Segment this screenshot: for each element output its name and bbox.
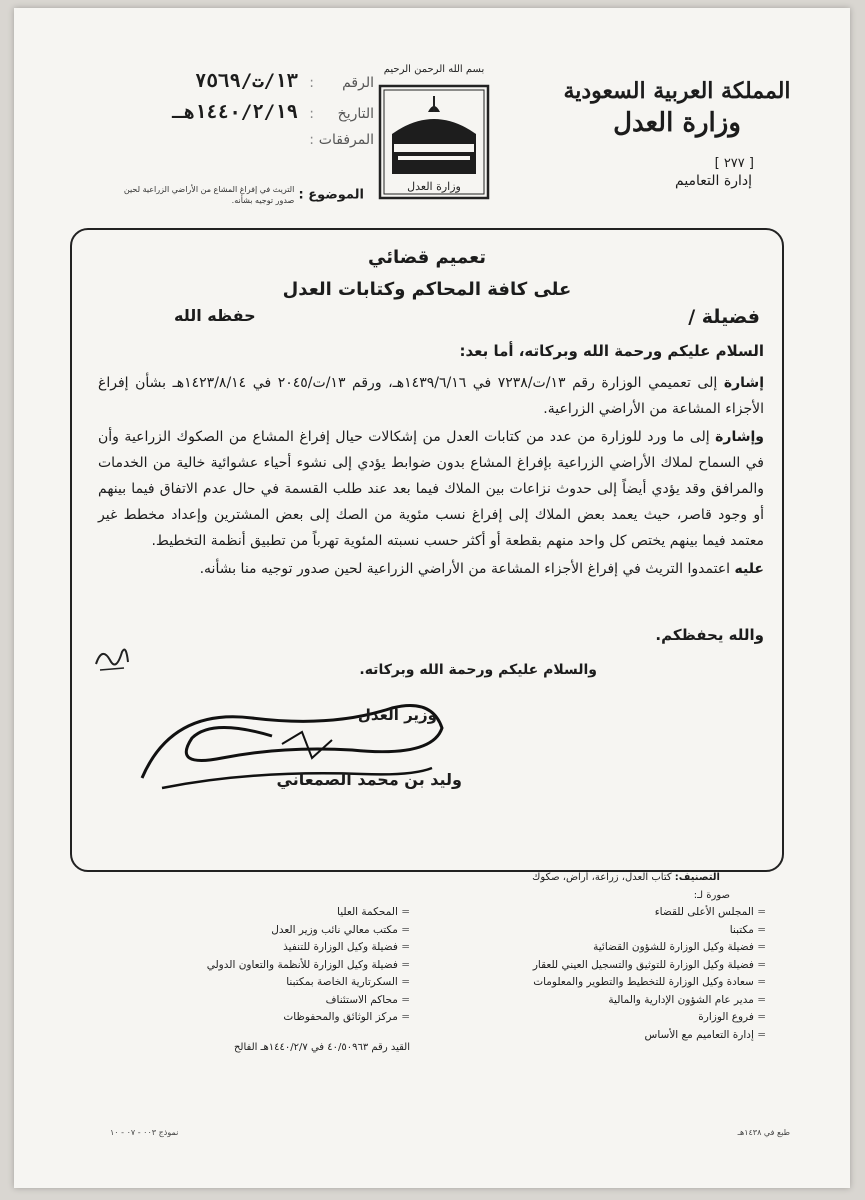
list-item: = مدير عام الشؤون الإدارية والمالية: [466, 994, 766, 1012]
number-label: الرقم: [342, 75, 374, 91]
number-row: [104, 70, 374, 101]
letter-title: [72, 242, 782, 306]
paragraph-3: [98, 556, 764, 582]
title-line-2: على كافة المحاكم وكتابات العدل: [282, 279, 572, 300]
paragraph-2: [98, 424, 764, 554]
list-item: = المجلس الأعلى للقضاء: [466, 906, 766, 924]
number-value: ١٣/ت/٧٥٦٩: [195, 70, 298, 92]
list-item: = مركز الوثائق والمحفوظات: [110, 1011, 410, 1029]
closing-line-1: والله يحفظكم.: [655, 626, 764, 644]
title-line-1: تعميم قضائي: [368, 247, 486, 268]
initials-mark-icon: [92, 638, 132, 678]
paragraph-2-lead: وإشارة: [715, 429, 765, 445]
date-value: ١٤٤٠/٢/١٩هـ: [172, 101, 298, 123]
serial-number: [ ٢٧٧ ]: [714, 156, 754, 171]
printed-year: طبع في ١٤٣٨هـ: [737, 1128, 790, 1137]
paragraph-1-lead: إشارة: [723, 375, 764, 391]
distribution-list-right: [466, 906, 766, 1046]
paragraph-3-lead: عليه: [734, 561, 764, 577]
classification-value: كتاب العدل، زراعة، أراض، صكوك: [532, 872, 672, 883]
registry-reference: القيد رقم ٤٠/٥٠٩٦٣ في ١٤٤٠/٢/٧هـ الفالح: [233, 1042, 410, 1053]
document-page: [14, 8, 850, 1188]
emblem-motto: بسم الله الرحمن الرحيم: [383, 64, 485, 75]
honorific: حفظه الله: [174, 306, 256, 325]
date-label: التاريخ: [337, 106, 374, 122]
number-colon: :: [309, 75, 314, 91]
salutation: فضيلة /: [688, 306, 760, 328]
list-item: = محاكم الاستئناف: [110, 994, 410, 1012]
distribution-list-left: [110, 906, 410, 1029]
attachments-row: [104, 132, 374, 163]
list-item: = سعادة وكيل الوزارة للتخطيط والتطوير والمعلومات: [466, 976, 766, 994]
classification: [532, 872, 720, 883]
attachments-label: المرفقات: [318, 132, 374, 148]
list-item: = فضيلة وكيل الوزارة للشؤون القضائية: [466, 941, 766, 959]
salutation-row: [94, 306, 760, 328]
closing-line-2: والسلام عليكم ورحمة الله وبركاته.: [359, 662, 597, 678]
list-item: = فروع الوزارة: [466, 1011, 766, 1029]
letter-body-frame: [70, 228, 784, 872]
subject-row: [84, 184, 364, 206]
emblem-caption: وزارة العدل: [407, 180, 461, 193]
list-item: = مكتب معالي نائب وزير العدل: [110, 924, 410, 942]
form-number: نموذج ٠٠٣ - ٠٧ - ١٠: [110, 1128, 179, 1137]
ministry-emblem-icon: [372, 56, 496, 208]
subject-label: الموضوع :: [298, 187, 364, 203]
list-item: = فضيلة وكيل الوزارة للأنظمة والتعاون الدولي: [110, 959, 410, 977]
paragraph-1-text: إلى تعميمي الوزارة رقم ١٣/ت/٧٢٣٨ في ١٤٣٩/٦/١٦هـ، ورقم ١٣/ت/٢٠٤٥ في ١٤٢٣/٨/١٤هـ بشأن إفراغ الأجزاء المشاعة من الأراضي الزراعية.: [98, 375, 764, 417]
paragraph-2-text: إلى ما ورد للوزارة من عدد من كتابات العدل من إشكالات حيال إفراغ المشاع من الصكوك الزراعية وأن في السماح لملاك الأراضي الزراعية بإفراغ المشاع بدون ضوابط يؤدي إلى نشوء أحياء عشوائية خالية من الخدمات والمرافق وقد يؤدي أيضاً إلى حدوث نزاعات بين الملاك فيما بعد عند طلب القسمة في حال عدم الاتفاق فيما بينهم أو وجود قاصر، حيث يعمد بعض الملاك إلى إفراغ نسب مئوية من الصك إلى بعض المشترين وإعداد مخطط غير معتمد فيما بينهم يختص كل واحد منهم بقطعة أو أكثر حسب نسبته المئوية تهرباً من تطبيق أنظمة التخطيط.: [98, 429, 764, 549]
department-name: إدارة التعاميم: [675, 173, 752, 189]
minister-name: وليد بن محمد الصمعاني: [276, 770, 462, 789]
list-item: = فضيلة وكيل الوزارة للتوثيق والتسجيل العيني للعقار: [466, 959, 766, 977]
ministry-name: وزارة العدل: [613, 108, 741, 138]
letter-body: [98, 370, 764, 584]
greeting: السلام عليكم ورحمة الله وبركاته، أما بعد:: [459, 342, 764, 360]
date-row: [104, 101, 374, 132]
paragraph-3-text: اعتمدوا التريث في إفراغ الأجزاء المشاعة من الأراضي الزراعية لحين صدور توجيه منا بشأنه.: [199, 561, 731, 577]
list-item: = المحكمة العليا: [110, 906, 410, 924]
letterhead-right: [562, 78, 792, 189]
attachments-colon: :: [309, 132, 314, 148]
subject-value: التريث في إفراغ المشاع من الأراضي الزراعية لحين صدور توجيه بشأنه.: [123, 185, 295, 205]
kingdom-name: المملكة العربية السعودية: [563, 78, 791, 104]
list-item: = مكتبنا: [466, 924, 766, 942]
copy-to-label: صورة لـ:: [693, 890, 730, 901]
letter-meta: [104, 70, 374, 163]
date-colon: :: [309, 106, 314, 122]
classification-label: التصنيف:: [674, 872, 720, 883]
list-item: = فضيلة وكيل الوزارة للتنفيذ: [110, 941, 410, 959]
minister-title: وزير العدل: [357, 706, 437, 724]
list-item: = السكرتارية الخاصة بمكتبنا: [110, 976, 410, 994]
list-item: = إدارة التعاميم مع الأساس: [466, 1029, 766, 1047]
paragraph-1: [98, 370, 764, 422]
